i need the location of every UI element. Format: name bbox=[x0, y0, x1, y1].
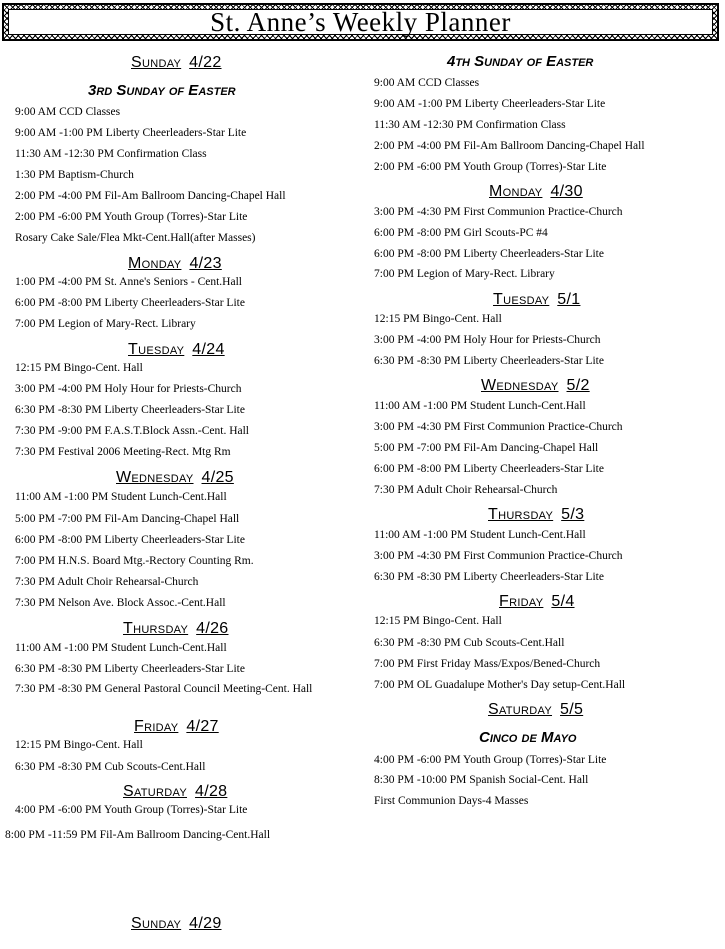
event-item: 7:30 PM Adult Choir Rehearsal-Church bbox=[15, 576, 199, 588]
event-item: 3:00 PM -4:30 PM First Communion Practice-Church bbox=[374, 550, 623, 562]
day-heading bbox=[489, 183, 583, 201]
event-item: 6:00 PM -8:00 PM Liberty Cheerleaders-Star Lite bbox=[374, 463, 604, 475]
day-heading bbox=[123, 783, 227, 801]
day-name: Thursday bbox=[123, 620, 189, 637]
event-item: 6:30 PM -8:30 PM Liberty Cheerleaders-Star Lite bbox=[374, 355, 604, 367]
day-date: 5/5 bbox=[560, 701, 584, 718]
event-item: 7:00 PM First Friday Mass/Expos/Bened-Church bbox=[374, 658, 601, 670]
event-item: 12:15 PM Bingo-Cent. Hall bbox=[15, 739, 143, 751]
day-date: 4/22 bbox=[189, 54, 222, 71]
event-item: 3:00 PM -4:30 PM First Communion Practice-Church bbox=[374, 206, 623, 218]
day-heading bbox=[499, 593, 575, 611]
event-item: 2:00 PM -6:00 PM Youth Group (Torres)-Star Lite bbox=[15, 211, 248, 223]
day-date: 4/29 bbox=[189, 915, 222, 932]
event-item: 6:00 PM -8:00 PM Liberty Cheerleaders-Star Lite bbox=[374, 248, 604, 260]
day-date: 4/23 bbox=[189, 255, 222, 272]
event-item: 11:00 AM -1:00 PM Student Lunch-Cent.Hall bbox=[15, 491, 227, 503]
day-heading bbox=[481, 377, 590, 395]
day-name: Sunday bbox=[131, 915, 182, 932]
event-item: 1:30 PM Baptism-Church bbox=[15, 169, 134, 181]
day-name: Friday bbox=[499, 593, 544, 610]
day-name: Saturday bbox=[123, 783, 188, 800]
day-date: 5/4 bbox=[551, 593, 575, 610]
event-item: 3:00 PM -4:30 PM First Communion Practice-Church bbox=[374, 421, 623, 433]
event-item: 6:30 PM -8:30 PM Liberty Cheerleaders-Star Lite bbox=[374, 571, 604, 583]
event-item: 4:00 PM -6:00 PM Youth Group (Torres)-Star Lite bbox=[15, 804, 248, 816]
event-item: 12:15 PM Bingo-Cent. Hall bbox=[374, 313, 502, 325]
day-name: Wednesday bbox=[116, 469, 194, 486]
event-item: 7:00 PM Legion of Mary-Rect. Library bbox=[374, 268, 555, 280]
event-item: 1:00 PM -4:00 PM St. Anne's Seniors - Cent.Hall bbox=[15, 276, 242, 288]
event-item: 11:30 AM -12:30 PM Confirmation Class bbox=[374, 119, 566, 131]
day-name: Saturday bbox=[488, 701, 553, 718]
day-heading bbox=[488, 506, 584, 524]
event-item: 7:30 PM Nelson Ave. Block Assoc.-Cent.Hall bbox=[15, 597, 226, 609]
day-date: 4/26 bbox=[196, 620, 229, 637]
event-item: 2:00 PM -4:00 PM Fil-Am Ballroom Dancing-Chapel Hall bbox=[15, 190, 286, 202]
event-item: 7:30 PM Festival 2006 Meeting-Rect. Mtg Rm bbox=[15, 446, 231, 458]
event-item: 8:30 PM -10:00 PM Spanish Social-Cent. Hall bbox=[374, 774, 589, 786]
event-item: 2:00 PM -6:00 PM Youth Group (Torres)-Star Lite bbox=[374, 161, 607, 173]
event-item: 9:00 AM CCD Classes bbox=[374, 77, 480, 89]
day-date: 4/28 bbox=[195, 783, 228, 800]
event-item: 8:00 PM -11:59 PM Fil-Am Ballroom Dancing-Cent.Hall bbox=[5, 829, 271, 841]
event-item: 7:00 PM OL Guadalupe Mother's Day setup-Cent.Hall bbox=[374, 679, 626, 691]
event-item: 6:00 PM -8:00 PM Liberty Cheerleaders-Star Lite bbox=[15, 534, 245, 546]
event-item: 3:00 PM -4:00 PM Holy Hour for Priests-Church bbox=[15, 383, 242, 395]
day-heading bbox=[493, 291, 580, 309]
day-name: Monday bbox=[128, 255, 182, 272]
day-heading bbox=[131, 915, 222, 933]
event-item: 6:00 PM -8:00 PM Girl Scouts-PC #4 bbox=[374, 227, 548, 239]
day-heading bbox=[123, 620, 229, 638]
day-name: Friday bbox=[134, 718, 179, 735]
event-item: 5:00 PM -7:00 PM Fil-Am Dancing-Chapel Hall bbox=[15, 513, 240, 525]
page-title: St. Anne’s Weekly Planner bbox=[210, 6, 511, 37]
event-item: 9:00 AM -1:00 PM Liberty Cheerleaders-Star Lite bbox=[15, 127, 247, 139]
day-date: 4/24 bbox=[192, 341, 225, 358]
day-date: 4/25 bbox=[201, 469, 234, 486]
day-subtitle: 3rd Sunday of Easter bbox=[88, 82, 236, 99]
day-heading bbox=[128, 255, 222, 273]
event-item: 6:30 PM -8:30 PM Liberty Cheerleaders-Star Lite bbox=[15, 663, 245, 675]
event-item: 6:30 PM -8:30 PM Cub Scouts-Cent.Hall bbox=[15, 761, 206, 773]
event-item: 7:30 PM -8:30 PM General Pastoral Council Meeting-Cent. Hall bbox=[15, 683, 313, 695]
title-frame bbox=[8, 6, 713, 37]
event-item: 9:00 AM CCD Classes bbox=[15, 106, 121, 118]
day-name: Sunday bbox=[131, 54, 182, 71]
day-date: 5/2 bbox=[566, 377, 590, 394]
day-name: Tuesday bbox=[128, 341, 185, 358]
title-banner bbox=[2, 3, 719, 41]
day-heading bbox=[116, 469, 234, 487]
event-item: 7:30 PM Adult Choir Rehearsal-Church bbox=[374, 484, 558, 496]
event-item: 9:00 AM -1:00 PM Liberty Cheerleaders-Star Lite bbox=[374, 98, 606, 110]
event-item: First Communion Days-4 Masses bbox=[374, 795, 529, 807]
day-name: Wednesday bbox=[481, 377, 559, 394]
event-item: 6:30 PM -8:30 PM Liberty Cheerleaders-Star Lite bbox=[15, 404, 245, 416]
event-item: 5:00 PM -7:00 PM Fil-Am Dancing-Chapel Hall bbox=[374, 442, 599, 454]
day-heading bbox=[488, 701, 583, 719]
event-item: 11:00 AM -1:00 PM Student Lunch-Cent.Hall bbox=[374, 529, 586, 541]
day-date: 5/1 bbox=[557, 291, 581, 308]
event-item: 2:00 PM -4:00 PM Fil-Am Ballroom Dancing-Chapel Hall bbox=[374, 140, 645, 152]
event-item: 7:00 PM H.N.S. Board Mtg.-Rectory Counting Rm. bbox=[15, 555, 254, 567]
event-item: 6:00 PM -8:00 PM Liberty Cheerleaders-Star Lite bbox=[15, 297, 245, 309]
day-subtitle: 4th Sunday of Easter bbox=[447, 53, 594, 70]
event-item: 11:00 AM -1:00 PM Student Lunch-Cent.Hall bbox=[15, 642, 227, 654]
day-heading bbox=[134, 718, 219, 736]
day-heading bbox=[128, 341, 225, 359]
event-item: 11:30 AM -12:30 PM Confirmation Class bbox=[15, 148, 207, 160]
day-name: Thursday bbox=[488, 506, 554, 523]
day-date: 4/30 bbox=[550, 183, 583, 200]
day-name: Monday bbox=[489, 183, 543, 200]
day-name: Tuesday bbox=[493, 291, 550, 308]
event-item: 12:15 PM Bingo-Cent. Hall bbox=[15, 362, 143, 374]
day-date: 4/27 bbox=[186, 718, 219, 735]
event-item: 3:00 PM -4:00 PM Holy Hour for Priests-Church bbox=[374, 334, 601, 346]
event-item: 11:00 AM -1:00 PM Student Lunch-Cent.Hall bbox=[374, 400, 586, 412]
day-date: 5/3 bbox=[561, 506, 585, 523]
event-item: Rosary Cake Sale/Flea Mkt-Cent.Hall(after Masses) bbox=[15, 232, 256, 244]
event-item: 12:15 PM Bingo-Cent. Hall bbox=[374, 615, 502, 627]
day-subtitle: Cinco de Mayo bbox=[479, 729, 577, 746]
event-item: 7:30 PM -9:00 PM F.A.S.T.Block Assn.-Cent. Hall bbox=[15, 425, 249, 437]
event-item: 6:30 PM -8:30 PM Cub Scouts-Cent.Hall bbox=[374, 637, 565, 649]
day-heading bbox=[131, 54, 222, 72]
event-item: 7:00 PM Legion of Mary-Rect. Library bbox=[15, 318, 196, 330]
event-item: 4:00 PM -6:00 PM Youth Group (Torres)-Star Lite bbox=[374, 754, 607, 766]
